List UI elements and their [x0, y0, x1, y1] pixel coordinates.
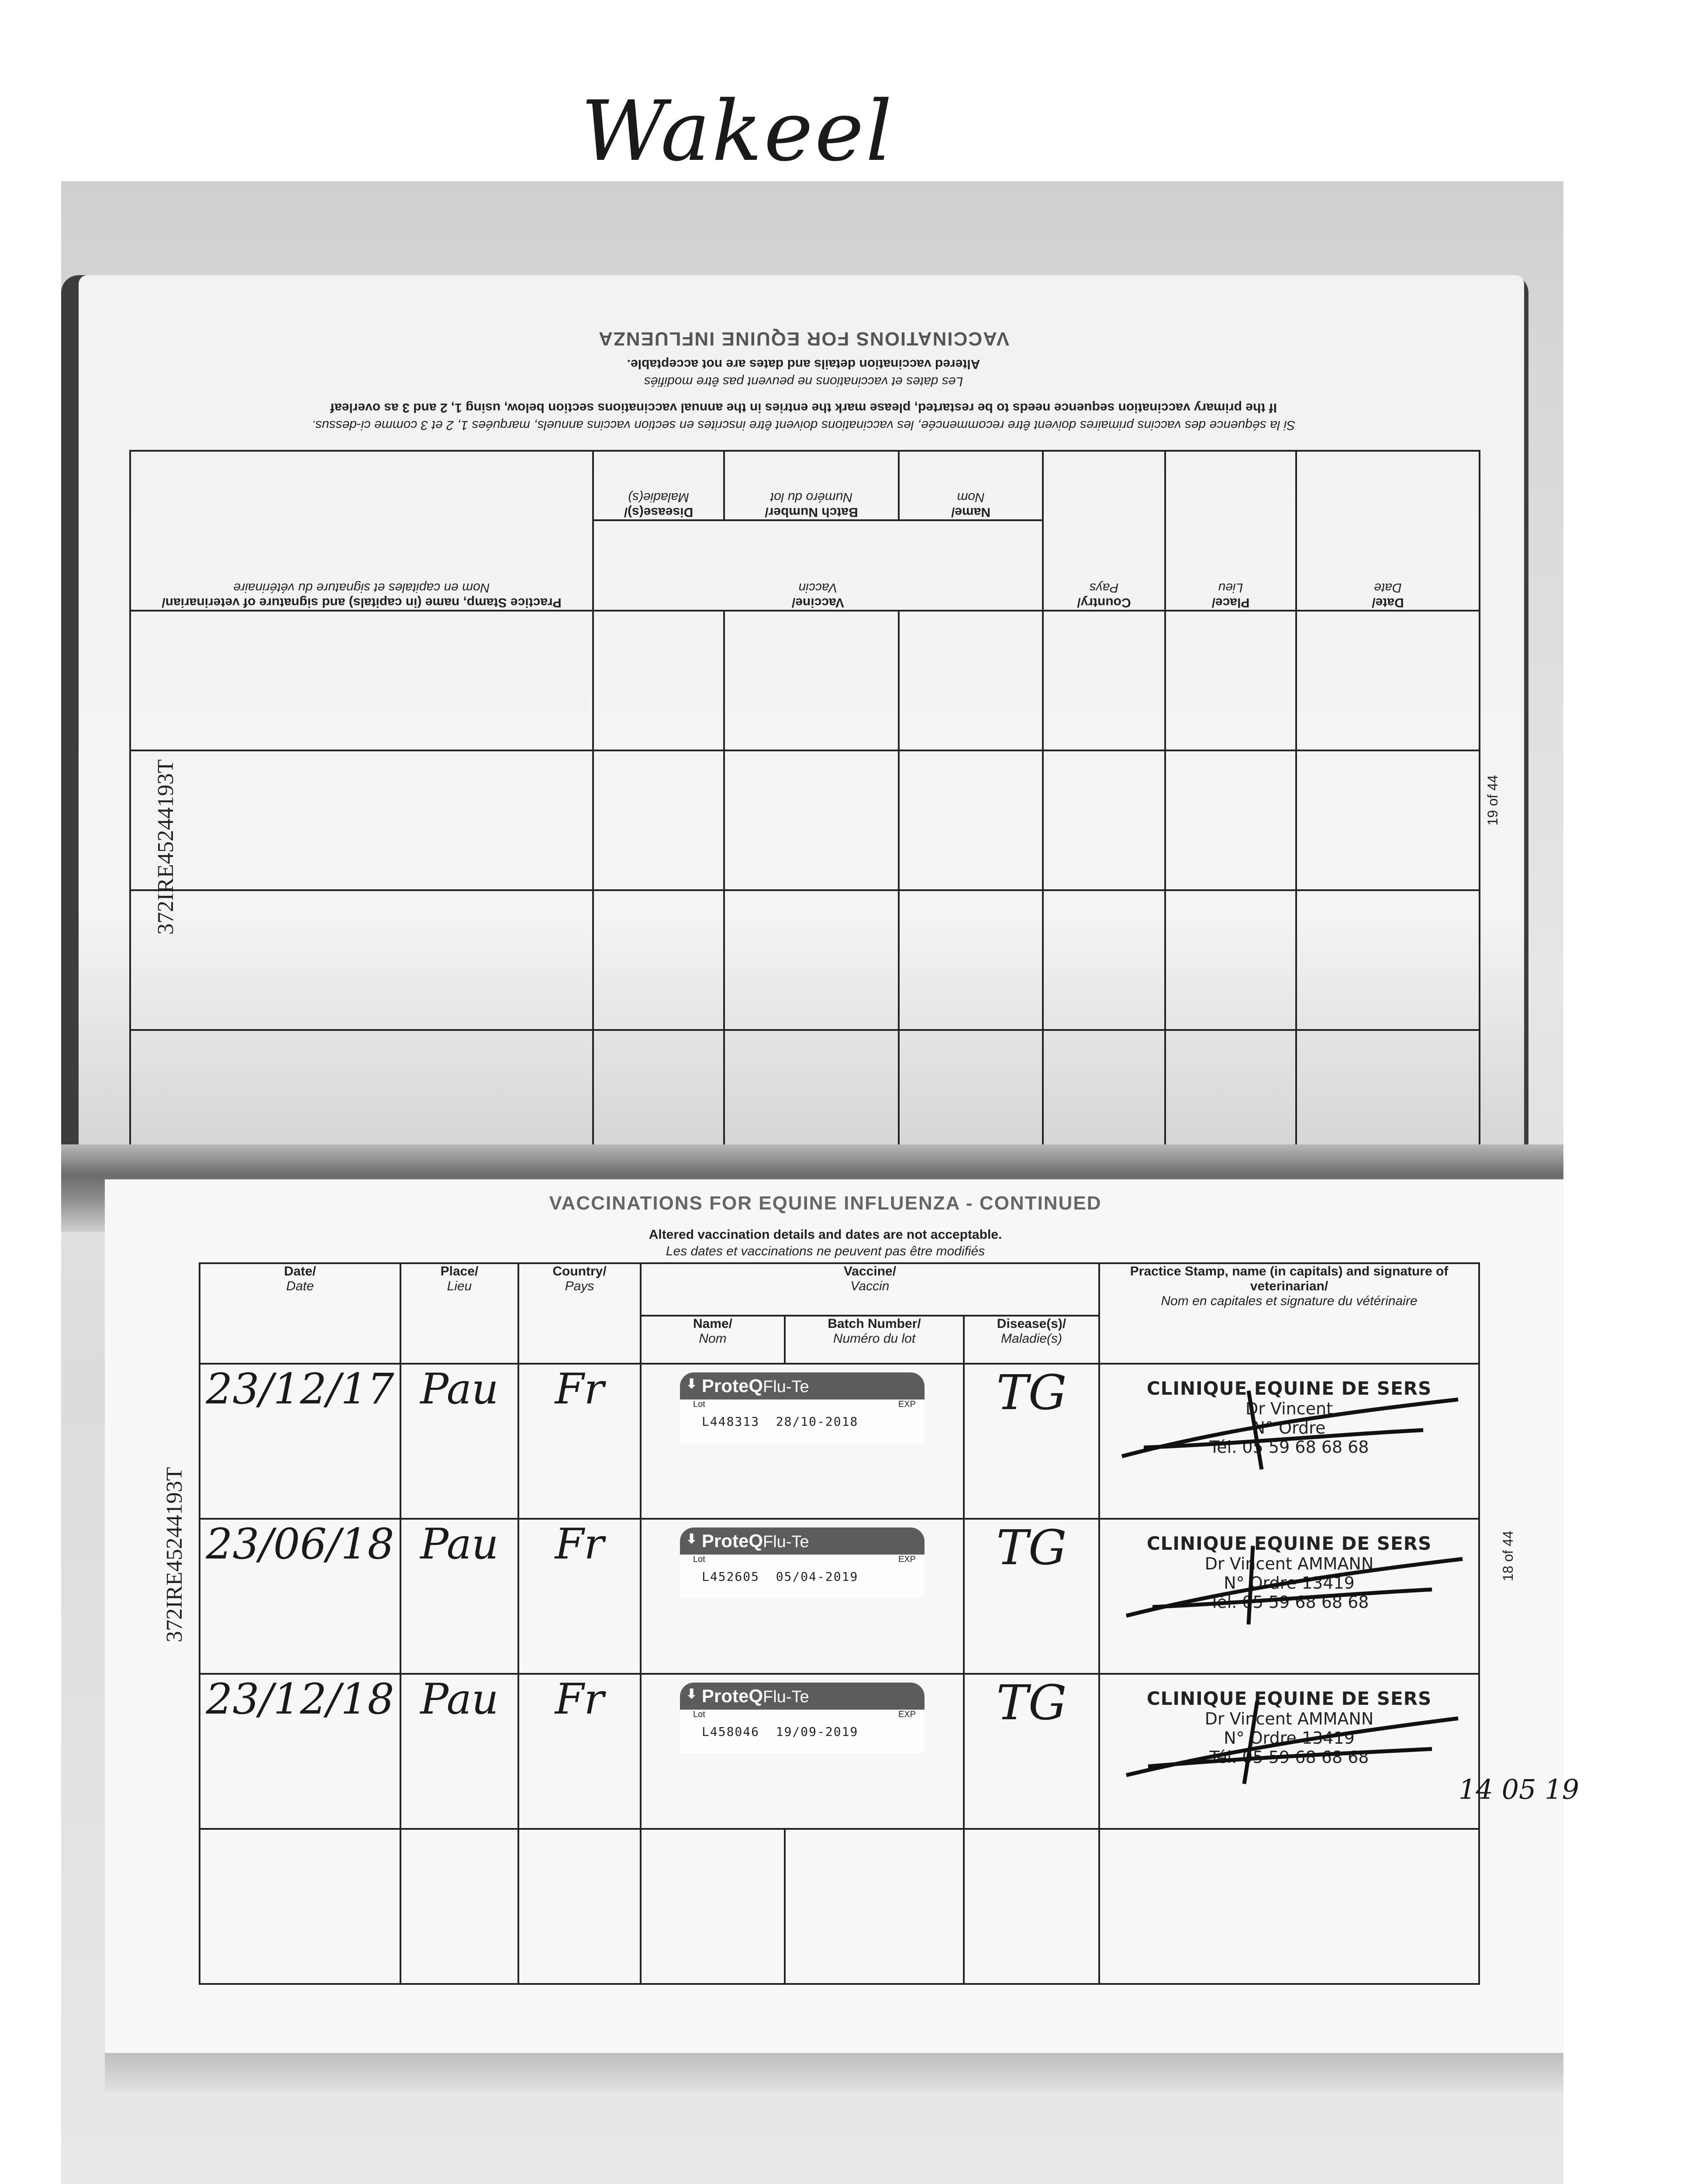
- lower-altered-note-fr: Les dates et vaccinations ne peuvent pas être modifiés: [666, 1244, 985, 1258]
- lower-header-batch: Batch Number/ Numéro du lot: [785, 1316, 964, 1364]
- sticker-lot-label: Lot: [693, 1710, 705, 1719]
- upper-header-place: Place/ Lieu: [1165, 451, 1296, 611]
- sticker-lot-expiry: L452605 05/04-2019: [702, 1569, 859, 1584]
- upper-page-number: 19 of 44: [1485, 775, 1501, 826]
- lower-serial-number: 372IRE45244193T: [162, 1467, 187, 1642]
- row-country: Fr: [518, 1674, 641, 1829]
- row-vaccine-label-cell: [641, 1519, 964, 1674]
- table-row: [200, 1519, 1479, 1674]
- sticker-arrow-icon: ⬇: [686, 1377, 697, 1391]
- vaccine-sticker: [680, 1527, 925, 1602]
- row-place: Pau: [400, 1364, 518, 1519]
- upper-vaccination-table: [129, 450, 1480, 612]
- sticker-arrow-icon: ⬇: [686, 1687, 697, 1701]
- row-disease: TG: [964, 1364, 1099, 1519]
- table-row: [200, 1829, 1479, 1984]
- upper-primary-note-fr: Si la séquence des vaccins primaires doivent être recommencée, les vaccinations doivent être inscrites en section vaccins annuels, marquées 1, 2 et 3 comme ci-dessus.: [311, 418, 1296, 432]
- row-stamp-cell: [1099, 1364, 1479, 1519]
- lower-altered-note-en: Altered vaccination details and dates are not acceptable.: [649, 1227, 1002, 1242]
- sticker-arrow-icon: ⬇: [686, 1532, 697, 1546]
- lower-page-number: 18 of 44: [1500, 1531, 1516, 1581]
- lower-vaccination-table: [199, 1262, 1480, 1985]
- lower-header-date: Date/ Date: [200, 1263, 400, 1364]
- row-country: Fr: [518, 1519, 641, 1674]
- upper-altered-note-en: Altered vaccination details and dates are not acceptable.: [627, 357, 980, 371]
- page-bottom-edge: [105, 2053, 1563, 2092]
- vet-stamp: CLINIQUE EQUINE DE SERS Dr Vincent AMMANN N° Ordre 13419 Tél. 05 59 68 68 68: [1146, 1688, 1432, 1767]
- sticker-lot-label: Lot: [693, 1555, 705, 1564]
- upper-serial-number: 372IRE45244193T: [153, 759, 178, 935]
- sticker-lot-label: Lot: [693, 1400, 705, 1409]
- row-place: Pau: [400, 1519, 518, 1674]
- upper-header-date: Date/ Date: [1296, 451, 1480, 611]
- upper-table-row: [130, 611, 1480, 750]
- upper-header-vaccine: Vaccine/ Vaccin: [593, 520, 1043, 611]
- lower-page-heading: VACCINATIONS FOR EQUINE INFLUENZA - CONTINUED: [549, 1192, 1102, 1214]
- upper-header-stamp: Practice Stamp, name (in capitals) and signature of veterinarian/ Nom en capitales et signature du vétérinaire: [130, 451, 593, 611]
- sticker-exp-label: EXP: [898, 1710, 916, 1719]
- vet-stamp: CLINIQUE EQUINE DE SERS Dr Vincent N° Ordre Tél. 05 59 68 68 68: [1146, 1378, 1432, 1457]
- sticker-exp-label: EXP: [898, 1400, 916, 1409]
- upper-table-row: [130, 750, 1480, 890]
- row-disease: TG: [964, 1674, 1099, 1829]
- upper-altered-note-fr: Les dates et vaccinations ne peuvent pas être modifiés: [644, 374, 963, 389]
- sticker-exp-label: EXP: [898, 1555, 916, 1564]
- vaccine-sticker-brand: ⬇ ProteQFlu-Te: [680, 1372, 925, 1400]
- vaccine-sticker: [680, 1683, 925, 1757]
- upper-header-name: Name/ Nom: [899, 451, 1043, 520]
- lower-header-stamp: Practice Stamp, name (in capitals) and signature of veterinarian/ Nom en capitales et signature du vétérinaire: [1099, 1263, 1479, 1364]
- upper-primary-note-en: If the primary vaccination sequence needs to be restarted, please mark the entries in the annual vaccinations section below, using 1, 2 and 3 as overleaf: [330, 401, 1277, 415]
- upper-vaccination-rows: [129, 610, 1480, 1171]
- row-date: 23/12/17: [200, 1364, 400, 1519]
- upper-page-heading: VACCINATIONS FOR EQUINE INFLUENZA: [598, 328, 1009, 349]
- row-stamp-cell: [1099, 1519, 1479, 1674]
- upper-header-country: Country/ Pays: [1043, 451, 1165, 611]
- lower-header-place: Place/ Lieu: [400, 1263, 518, 1364]
- row-stamp-cell: [1099, 1674, 1479, 1829]
- sticker-lot-expiry: L448313 28/10-2018: [702, 1414, 859, 1429]
- row-vaccine-label-cell: [641, 1674, 964, 1829]
- lower-header-name: Name/ Nom: [641, 1316, 785, 1364]
- sticker-lot-expiry: L458046 19/09-2019: [702, 1724, 859, 1739]
- handwritten-side-date: 14 05 19: [1459, 1773, 1580, 1805]
- vaccine-sticker-brand: ⬇ ProteQFlu-Te: [680, 1683, 925, 1710]
- row-disease: TG: [964, 1519, 1099, 1674]
- upper-passport-page: [79, 275, 1524, 1188]
- upper-header-batch: Batch Number/ Numéro du lot: [724, 451, 899, 520]
- row-date: 23/06/18: [200, 1519, 400, 1674]
- lower-header-country: Country/ Pays: [518, 1263, 641, 1364]
- lower-header-vaccine: Vaccine/ Vaccin: [641, 1263, 1099, 1316]
- handwritten-name: Wakeel: [581, 83, 894, 180]
- row-country: Fr: [518, 1364, 641, 1519]
- row-vaccine-label-cell: [641, 1364, 964, 1519]
- lower-header-disease: Disease(s)/ Maladie(s): [964, 1316, 1099, 1364]
- table-row: [200, 1674, 1479, 1829]
- row-date: 23/12/18: [200, 1674, 400, 1829]
- vaccine-sticker-brand: ⬇ ProteQFlu-Te: [680, 1527, 925, 1555]
- table-row: [200, 1364, 1479, 1519]
- vaccine-sticker: [680, 1372, 925, 1447]
- upper-header-disease: Disease(s)/ Maladie(s): [593, 451, 724, 520]
- upper-table-row: [130, 890, 1480, 1030]
- vet-stamp: CLINIQUE EQUINE DE SERS Dr Vincent AMMANN N° Ordre 13419 Tél. 05 59 68 68 68: [1146, 1533, 1432, 1612]
- row-place: Pau: [400, 1674, 518, 1829]
